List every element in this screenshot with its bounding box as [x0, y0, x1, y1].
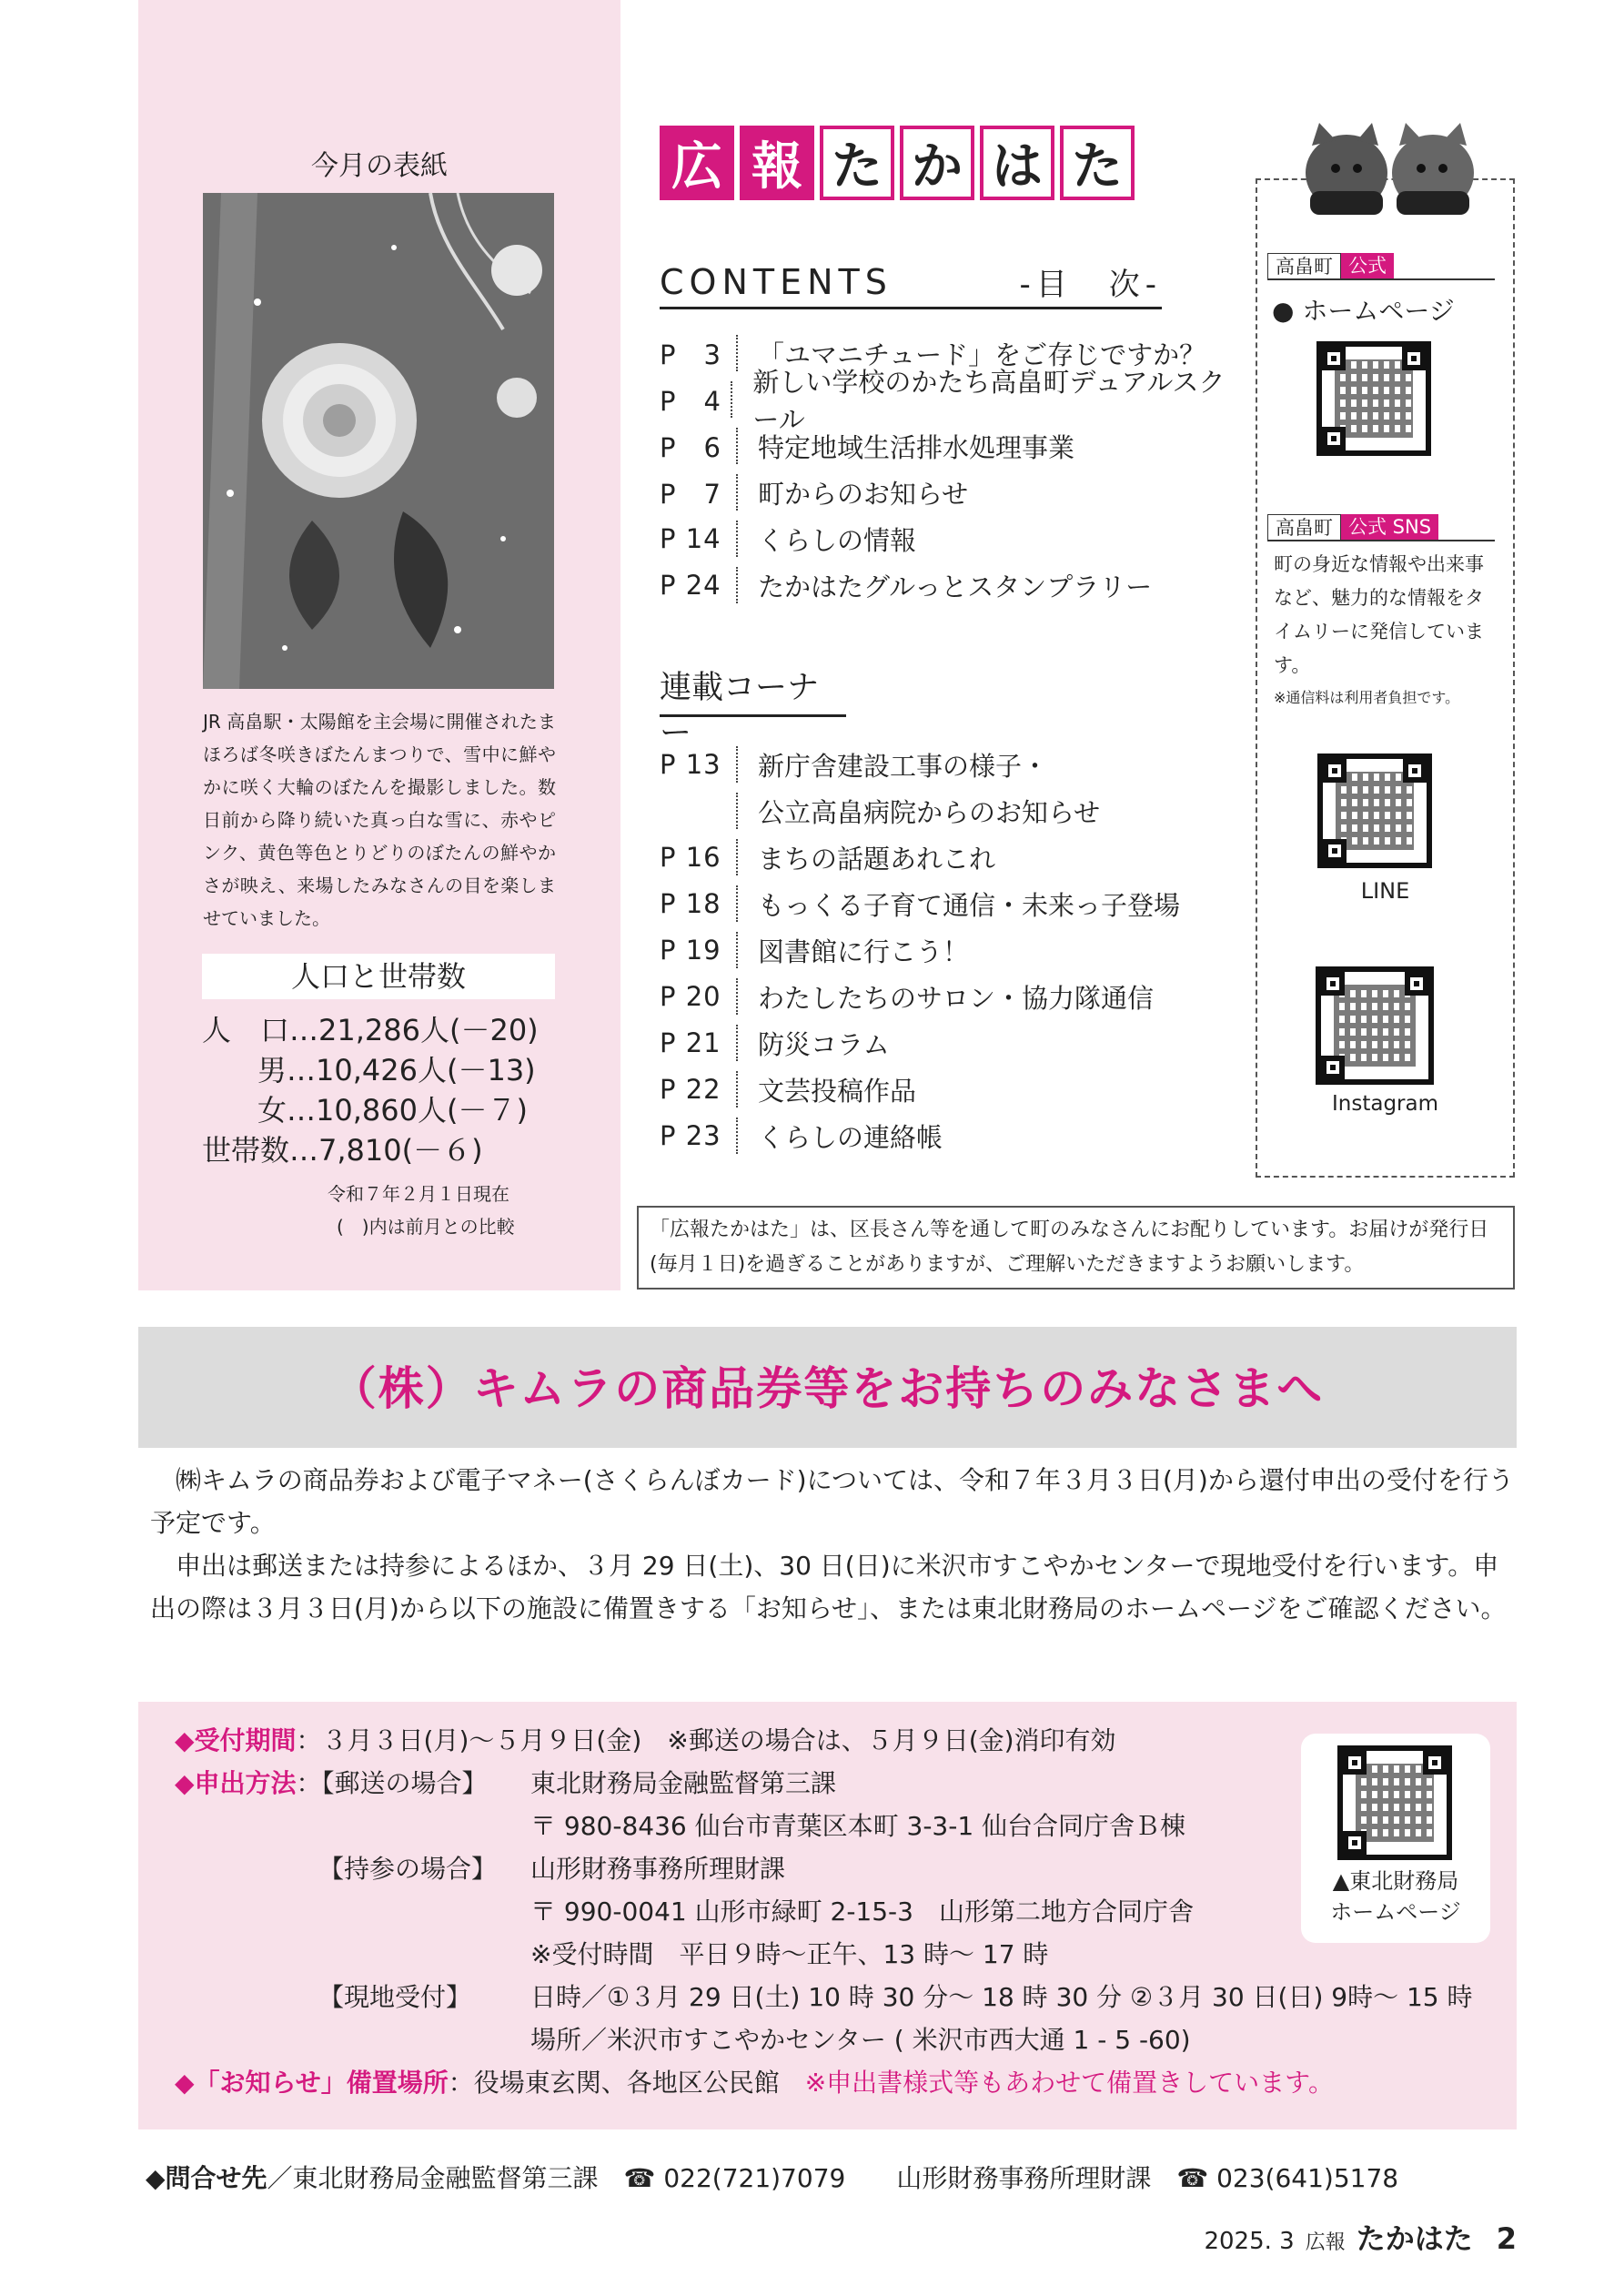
line-qr-code[interactable]	[1317, 754, 1432, 868]
contents-label: CONTENTS	[660, 261, 893, 302]
sns-fee-note: ※通信料は利用者負担です。	[1274, 689, 1460, 706]
toc-title: わたしたちのサロン・協力隊通信	[758, 982, 1155, 1014]
toc-page: P 13	[660, 749, 721, 780]
masthead-char: は	[980, 126, 1054, 200]
onsite-label: 【現地受付】	[318, 1982, 472, 2012]
toc-title: 町からのお知らせ	[758, 478, 969, 510]
toc-title: くらしの連絡帳	[758, 1121, 943, 1153]
series-item[interactable]	[660, 926, 1242, 974]
page-footer	[1204, 2216, 1517, 2258]
series-item[interactable]	[660, 880, 1242, 927]
delivery-notice: 「広報たかはた」は、区長さん等を通して町のみなさんにお配りしています。お届けが発行日(毎月１日)を過ぎることがありますが、ご理解いただきますようお願いします。	[637, 1206, 1515, 1290]
toc-item[interactable]	[660, 561, 1242, 609]
page-number: 2	[1496, 2221, 1517, 2256]
mascot-icon	[1292, 118, 1492, 218]
homepage-qr-code[interactable]	[1316, 341, 1431, 456]
toc-item[interactable]	[660, 367, 1242, 435]
toc-item[interactable]	[660, 515, 1242, 562]
tohoku-bureau-qr-code[interactable]	[1337, 1745, 1452, 1860]
toc-page: P 3	[660, 339, 721, 370]
bring-address-1: 山形財務事務所理財課	[530, 1854, 786, 1884]
onsite-datetime: 日時／①３月 29 日(土) 10 時 30 分～ 18 時 30 分 ②３月 30 日(日) 9時～ 15 時	[530, 1982, 1473, 2012]
method-row: ◆申出方法：【郵送の場合】	[175, 1768, 488, 1798]
population-female: 女…10,860人(－７)	[257, 1093, 528, 1128]
series-item[interactable]	[660, 973, 1242, 1020]
sns-description: 町の身近な情報や出来事など、魅力的な情報をタイムリーに発信しています。	[1274, 553, 1484, 676]
series-item[interactable]	[660, 741, 1242, 788]
official-tag: 高畠町 公式	[1267, 253, 1394, 280]
toc-title: 図書館に行こう！	[758, 936, 970, 967]
toc-page: P 23	[660, 1120, 721, 1151]
toc-title: 防災コラム	[758, 1028, 890, 1060]
instagram-label: Instagram	[1331, 1092, 1438, 1116]
toc-page: P 19	[660, 935, 721, 966]
mail-address-2: 〒 980-8436 仙台市青葉区本町 3-3-1 仙台合同庁舎Ｂ棟	[530, 1811, 1186, 1841]
cover-caption: JR 高畠駅・太陽館を主会場に開催されたまほろば冬咲きぼたんまつりで、雪中に鮮やかに咲く大輪のぼたんを撮影しました。数日前から降り続いた真っ白な雪に、赤やピンク、黄色等色とりどりのぼたんの鮮やかさが映え、来場したみなさんの目を楽しませていました。	[203, 711, 556, 929]
toc-title: 特定地域生活排水処理事業	[758, 431, 1075, 463]
toc-page: P 18	[660, 888, 721, 919]
qr-caption: ▲東北財務局 ホームページ	[1330, 1868, 1461, 1925]
masthead-char: 広	[660, 126, 734, 200]
contents-heading	[660, 257, 1162, 309]
toc-title: 新しい学校のかたち高畠町デュアルスクール	[752, 367, 1226, 435]
toc-title: もっくる子育て通信・未来っ子登場	[758, 889, 1181, 921]
period-row: ◆受付期間：３月３日(月)～５月９日(金) ※郵送の場合は、５月９日(金)消印有効	[175, 1725, 1116, 1755]
toc-page: P 22	[660, 1074, 721, 1105]
toc-item[interactable]	[660, 469, 1242, 516]
contents-jp-label: -目 次-	[1019, 267, 1162, 303]
body-paragraph: ㈱キムラの商品券および電子マネー(さくらんぼカード)については、令和７年３月３日(月)から還付申出の受付を行う予定です。	[150, 1465, 1514, 1538]
official-sns-tag: 高畠町 公式 SNS	[1267, 514, 1438, 541]
population-date-note: 令和７年２月１日現在	[328, 1183, 509, 1205]
mail-address-1: 東北財務局金融監督第三課	[530, 1768, 837, 1798]
series-item[interactable]	[660, 1112, 1242, 1159]
masthead-char: た	[820, 126, 894, 200]
series-item[interactable]	[660, 787, 1242, 834]
masthead-logo	[660, 126, 1135, 200]
population-male: 男…10,426人(－13)	[257, 1053, 536, 1087]
instagram-qr-code[interactable]	[1316, 966, 1434, 1085]
toc-title: 公立高畠病院からのお知らせ	[758, 796, 1101, 828]
toc-page: P 6	[660, 431, 721, 463]
series-item[interactable]	[660, 834, 1242, 881]
toc-title: 「ユマニチュード」をご存じですか？	[758, 339, 1206, 370]
bring-address-2: 〒 990-0041 山形市緑町 2-15-3 山形第二地方合同庁舎	[530, 1896, 1194, 1927]
cover-title: 今月の表紙	[311, 150, 448, 182]
series-heading: 連載コーナー	[660, 663, 846, 717]
masthead-char: 報	[740, 126, 814, 200]
toc-page: P 20	[660, 981, 721, 1012]
line-label: LINE	[1360, 878, 1410, 904]
contact-line: ◆問合せ先／東北財務局金融監督第三課 ☎ 022(721)7079 山形財務事務所理財課 ☎ 023(641)5178	[146, 2163, 1399, 2193]
peony-photo-illustration	[203, 193, 554, 689]
bring-label: 【持参の場合】	[318, 1854, 498, 1884]
body-paragraph: 申出は郵送または持参によるほか、３月 29 日(土)、30 日(日)に米沢市すこやかセンターで現地受付を行います。申出の際は３月３日(月)から以下の施設に備置きする「お知らせ」、または東北財務局のホームページをご確認ください。	[150, 1551, 1507, 1623]
toc-page: P 21	[660, 1027, 721, 1058]
households: 世帯数…7,810(－６)	[202, 1133, 483, 1168]
homepage-label: ● ホームページ	[1272, 296, 1455, 326]
masthead-char: か	[900, 126, 974, 200]
cover-photo	[203, 193, 554, 689]
population-title: 人口と世帯数	[202, 954, 555, 999]
toc-page: P 24	[660, 570, 721, 601]
issue-date: 2025. 3	[1204, 2228, 1295, 2255]
toc-title: 新庁舎建設工事の様子・	[758, 750, 1049, 782]
toc-title: くらしの情報	[758, 524, 917, 556]
toc-page: P 4	[660, 385, 721, 417]
footer-koho: 広報	[1305, 2231, 1346, 2254]
series-item[interactable]	[660, 1066, 1242, 1113]
toc-page: P 14	[660, 523, 721, 554]
toc-title: 文芸投稿作品	[758, 1075, 917, 1107]
footer-title: たかはた	[1356, 2221, 1473, 2256]
masthead-char: た	[1060, 126, 1135, 200]
population-total: 人 口…21,286人(－20)	[202, 1013, 539, 1047]
toc-title: たかはたグルっとスタンプラリー	[758, 571, 1153, 602]
toc-page: P 16	[660, 842, 721, 873]
notice-place-row: ◆「お知らせ」備置場所：役場東玄関、各地区公民館 ※申出書様式等もあわせて備置きしています。	[175, 2068, 1334, 2098]
toc-page: P 7	[660, 478, 721, 510]
bring-hours: ※受付時間 平日９時～正午、13 時～ 17 時	[530, 1939, 1049, 1969]
toc-item[interactable]	[660, 422, 1242, 470]
kimura-banner-title: （株）キムラの商品券等をお持ちのみなさまへ	[330, 1362, 1325, 1415]
series-item[interactable]	[660, 1019, 1242, 1067]
toc-title: まちの話題あれこれ	[758, 843, 996, 875]
onsite-place: 場所／米沢市すこやかセンター ( 米沢市西大通 1 - 5 -60)	[530, 2025, 1191, 2055]
population-compare-note: ( )内は前月との比較	[337, 1216, 515, 1238]
